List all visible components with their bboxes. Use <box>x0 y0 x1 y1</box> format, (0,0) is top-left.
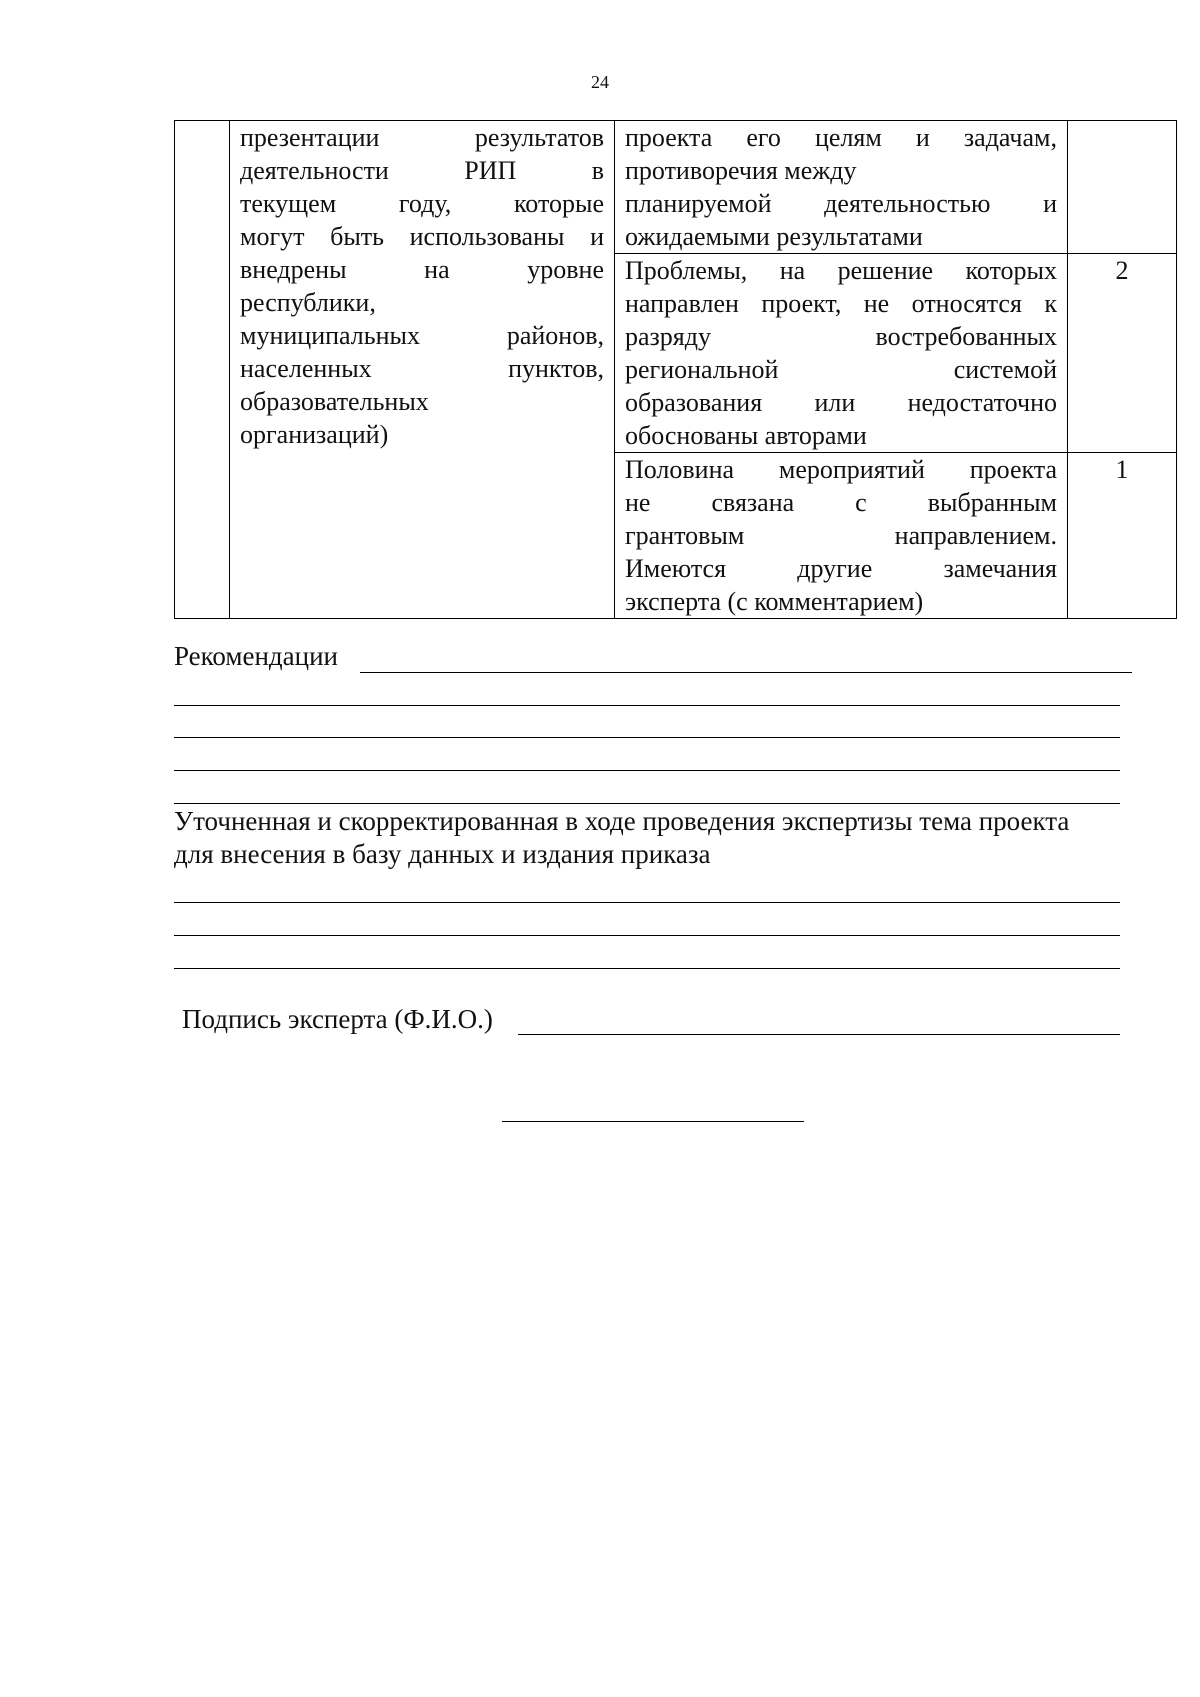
text-line: организаций) <box>240 420 389 449</box>
text-line: не связана с выбранным <box>625 488 1057 517</box>
signature-label: Подпись эксперта (Ф.И.О.) <box>182 1004 493 1034</box>
criterion-cell <box>230 121 615 619</box>
page-number: 24 <box>591 72 609 92</box>
text-line: населенных пунктов, <box>240 354 604 383</box>
text-line: грантовым направлением. <box>625 521 1057 550</box>
description-cell <box>615 121 1068 254</box>
text-line: деятельности РИП в <box>240 156 604 185</box>
refined-topic-text <box>174 805 1134 871</box>
description-cell <box>615 453 1068 619</box>
score-cell: 2 <box>1068 254 1177 453</box>
criteria-table <box>174 120 1177 619</box>
end-divider <box>502 1121 804 1122</box>
recommendations-line[interactable] <box>174 705 1120 706</box>
text-line: образовательных <box>240 387 429 416</box>
refined-topic-line: для внесения в базу данных и издания приказа <box>174 839 711 869</box>
recommendations-label: Рекомендации <box>174 641 338 671</box>
text-line: внедрены на уровне <box>240 255 604 284</box>
text-line: Имеются другие замечания <box>625 554 1057 583</box>
text-line: республики, <box>240 288 376 317</box>
description-cell <box>615 254 1068 453</box>
text-line: презентации результатов <box>240 123 604 152</box>
refined-topic-line: Уточненная и скорректированная в ходе проведения экспертизы тема проекта <box>174 806 1070 836</box>
text-line: Половина мероприятий проекта <box>625 455 1057 484</box>
text-line: разряду востребованных <box>625 322 1057 351</box>
text-line: региональной системой <box>625 355 1057 384</box>
text-line: планируемой деятельностью и <box>625 189 1057 218</box>
recommendations-line[interactable] <box>174 803 1120 804</box>
recommendations-line[interactable] <box>174 770 1120 771</box>
text-line: эксперта (с комментарием) <box>625 587 924 616</box>
score-cell: 1 <box>1068 453 1177 619</box>
refined-topic-line-input[interactable] <box>174 935 1120 936</box>
text-line: ожидаемыми результатами <box>625 222 923 251</box>
table-row <box>175 121 1177 254</box>
text-line: направлен проект, не относятся к <box>625 289 1057 318</box>
text-line: муниципальных районов, <box>240 321 604 350</box>
text-line: текущем году, которые <box>240 189 604 218</box>
text-line: обоснованы авторами <box>625 421 867 450</box>
score-cell <box>1068 121 1177 254</box>
recommendations-line[interactable] <box>174 737 1120 738</box>
text-line: могут быть использованы и <box>240 222 604 251</box>
refined-topic-line-input[interactable] <box>174 902 1120 903</box>
text-line: противоречия между <box>625 156 857 185</box>
text-line: проекта его целям и задачам, <box>625 123 1057 152</box>
text-line: образования или недостаточно <box>625 388 1057 417</box>
recommendations-line[interactable] <box>360 672 1132 673</box>
refined-topic-line-input[interactable] <box>174 968 1120 969</box>
signature-line[interactable] <box>518 1034 1120 1035</box>
number-cell <box>175 121 230 619</box>
text-line: Проблемы, на решение которых <box>625 256 1057 285</box>
